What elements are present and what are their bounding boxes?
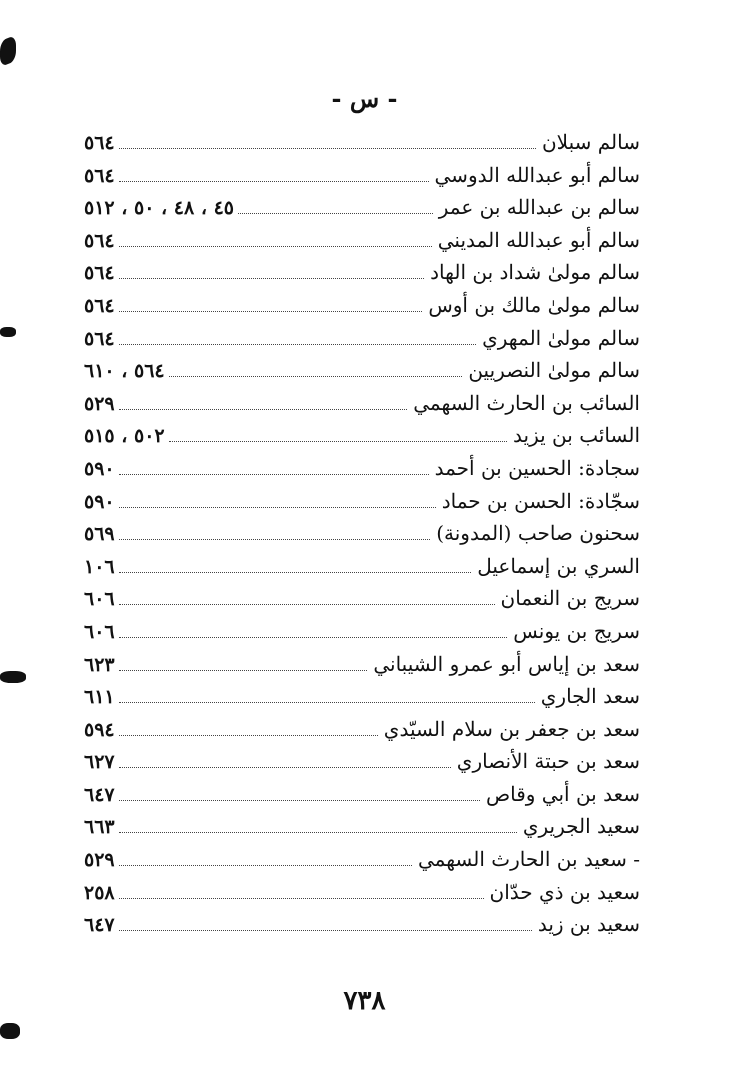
entry-name: سعد بن جعفر بن سلام السيّدي [383,716,640,741]
index-entry [84,289,640,322]
entry-name: سريج بن يونس [513,618,640,643]
leader-dots [119,278,425,279]
index-entry [84,582,640,615]
leader-dots [119,670,368,671]
entry-pages: ٥٦٤ ، ٦١٠ [84,360,165,383]
entry-name: السائب بن يزيد [513,423,640,448]
page-number: ٧٣٨ [343,986,386,1016]
leader-dots [119,930,532,931]
leader-dots [119,604,495,605]
leader-dots [119,637,508,638]
entry-pages: ٥٢٩ [84,849,115,872]
index-entry [84,908,640,941]
entry-pages: ٥٩٠ [84,490,115,513]
entry-name: سالم أبو عبدالله الدوسي [434,162,640,187]
entry-pages: ٦٤٧ [84,783,115,806]
index-list [84,126,640,941]
leader-dots [119,800,480,801]
leader-dots [119,474,429,475]
entry-pages: ٥٢٩ [84,392,115,415]
index-entry [84,550,640,583]
entry-pages: ٦٦٣ [84,816,115,839]
leader-dots [119,898,484,899]
index-entry [84,322,640,355]
index-entry [84,713,640,746]
entry-pages: ٦٤٧ [84,914,115,937]
leader-dots [119,181,429,182]
index-entry [84,517,640,550]
index-entry [84,126,640,159]
entry-name: سعيد الجريري [522,814,640,839]
entry-name: سجّادة: الحسن بن حماد [441,488,640,513]
entry-name: سالم مولىٰ النصريين [468,358,640,383]
entry-name: سالم سبلان [541,130,640,154]
entry-name: سريج بن النعمان [500,586,640,611]
section-heading: - س - [331,84,398,113]
index-entry [84,387,640,420]
entry-name: سعيد بن زيد [537,912,640,937]
entry-pages: ٥٦٤ [84,164,115,187]
leader-dots [119,702,535,703]
entry-pages: ٥٩٤ [84,718,115,741]
index-entry [84,876,640,909]
entry-name: سالم مولىٰ المهري [482,325,640,350]
entry-pages: ٥٩٠ [84,457,115,480]
leader-dots [119,246,432,247]
leader-dots [119,311,423,312]
leader-dots [119,344,476,345]
entry-pages: ١٠٦ [84,555,115,578]
index-entry [84,778,640,811]
index-entry [84,615,640,648]
entry-pages: ٥٦٤ [84,229,115,252]
entry-name: سحنون صاحب (المدونة) [436,521,640,546]
leader-dots [119,767,451,768]
leader-dots [238,213,433,214]
index-entry [84,648,640,681]
entry-name: سعد بن حبتة الأنصاري [456,749,640,774]
entry-pages: ٥٦٤ [84,132,115,154]
entry-name: سعد بن إياس أبو عمرو الشيباني [373,651,640,676]
index-entry [84,452,640,485]
index-entry [84,159,640,192]
index-entry [84,843,640,876]
entry-name: سالم مولىٰ شداد بن الهاد [430,260,640,285]
entry-name: - سعيد بن الحارث السهمي [417,847,640,872]
index-entry [84,256,640,289]
entry-pages: ٦١١ [84,686,115,709]
entry-pages: ٦٠٦ [84,588,115,611]
leader-dots [119,539,431,540]
entry-name: السائب بن الحارث السهمي [413,390,640,415]
entry-pages: ٥٠٢ ، ٥١٥ [84,425,165,448]
entry-name: سعيد بن ذي حدّان [489,879,640,904]
entry-name: سالم مولىٰ مالك بن أوس [428,292,640,317]
entry-pages: ٥٦٤ [84,262,115,285]
index-entry [84,810,640,843]
entry-name: سالم أبو عبدالله المديني [437,227,640,252]
entry-pages: ٥٦٩ [84,523,115,546]
entry-pages: ٦٠٦ [84,620,115,643]
leader-dots [119,507,436,508]
entry-pages: ٤٥ ، ٤٨ ، ٥٠ ، ٥١٢ [84,197,235,220]
leader-dots [169,441,507,442]
entry-name: سعد الجاري [540,684,640,709]
entry-pages: ٢٥٨ [84,881,115,904]
index-entry [84,354,640,387]
scan-edge-mark [0,671,26,683]
entry-pages: ٦٢٣ [84,653,115,676]
entry-name: السري بن إسماعيل [477,553,640,578]
leader-dots [169,376,463,377]
leader-dots [119,409,408,410]
entry-name: سجادة: الحسين بن أحمد [434,455,640,480]
entry-name: سعد بن أبي وقاص [485,781,640,806]
scan-edge-mark [0,35,16,67]
scan-edge-mark [0,327,16,337]
leader-dots [119,832,517,833]
leader-dots [119,735,378,736]
leader-dots [119,148,536,149]
entry-pages: ٥٦٤ [84,294,115,317]
leader-dots [119,572,472,573]
entry-pages: ٥٦٤ [84,327,115,350]
index-entry [84,485,640,518]
leader-dots [119,865,412,866]
scan-edge-mark [0,1023,20,1039]
index-entry [84,745,640,778]
index-entry [84,419,640,452]
index-entry [84,224,640,257]
index-entry [84,191,640,224]
entry-name: سالم بن عبدالله بن عمر [438,195,640,220]
index-entry [84,680,640,713]
entry-pages: ٦٢٧ [84,751,115,774]
